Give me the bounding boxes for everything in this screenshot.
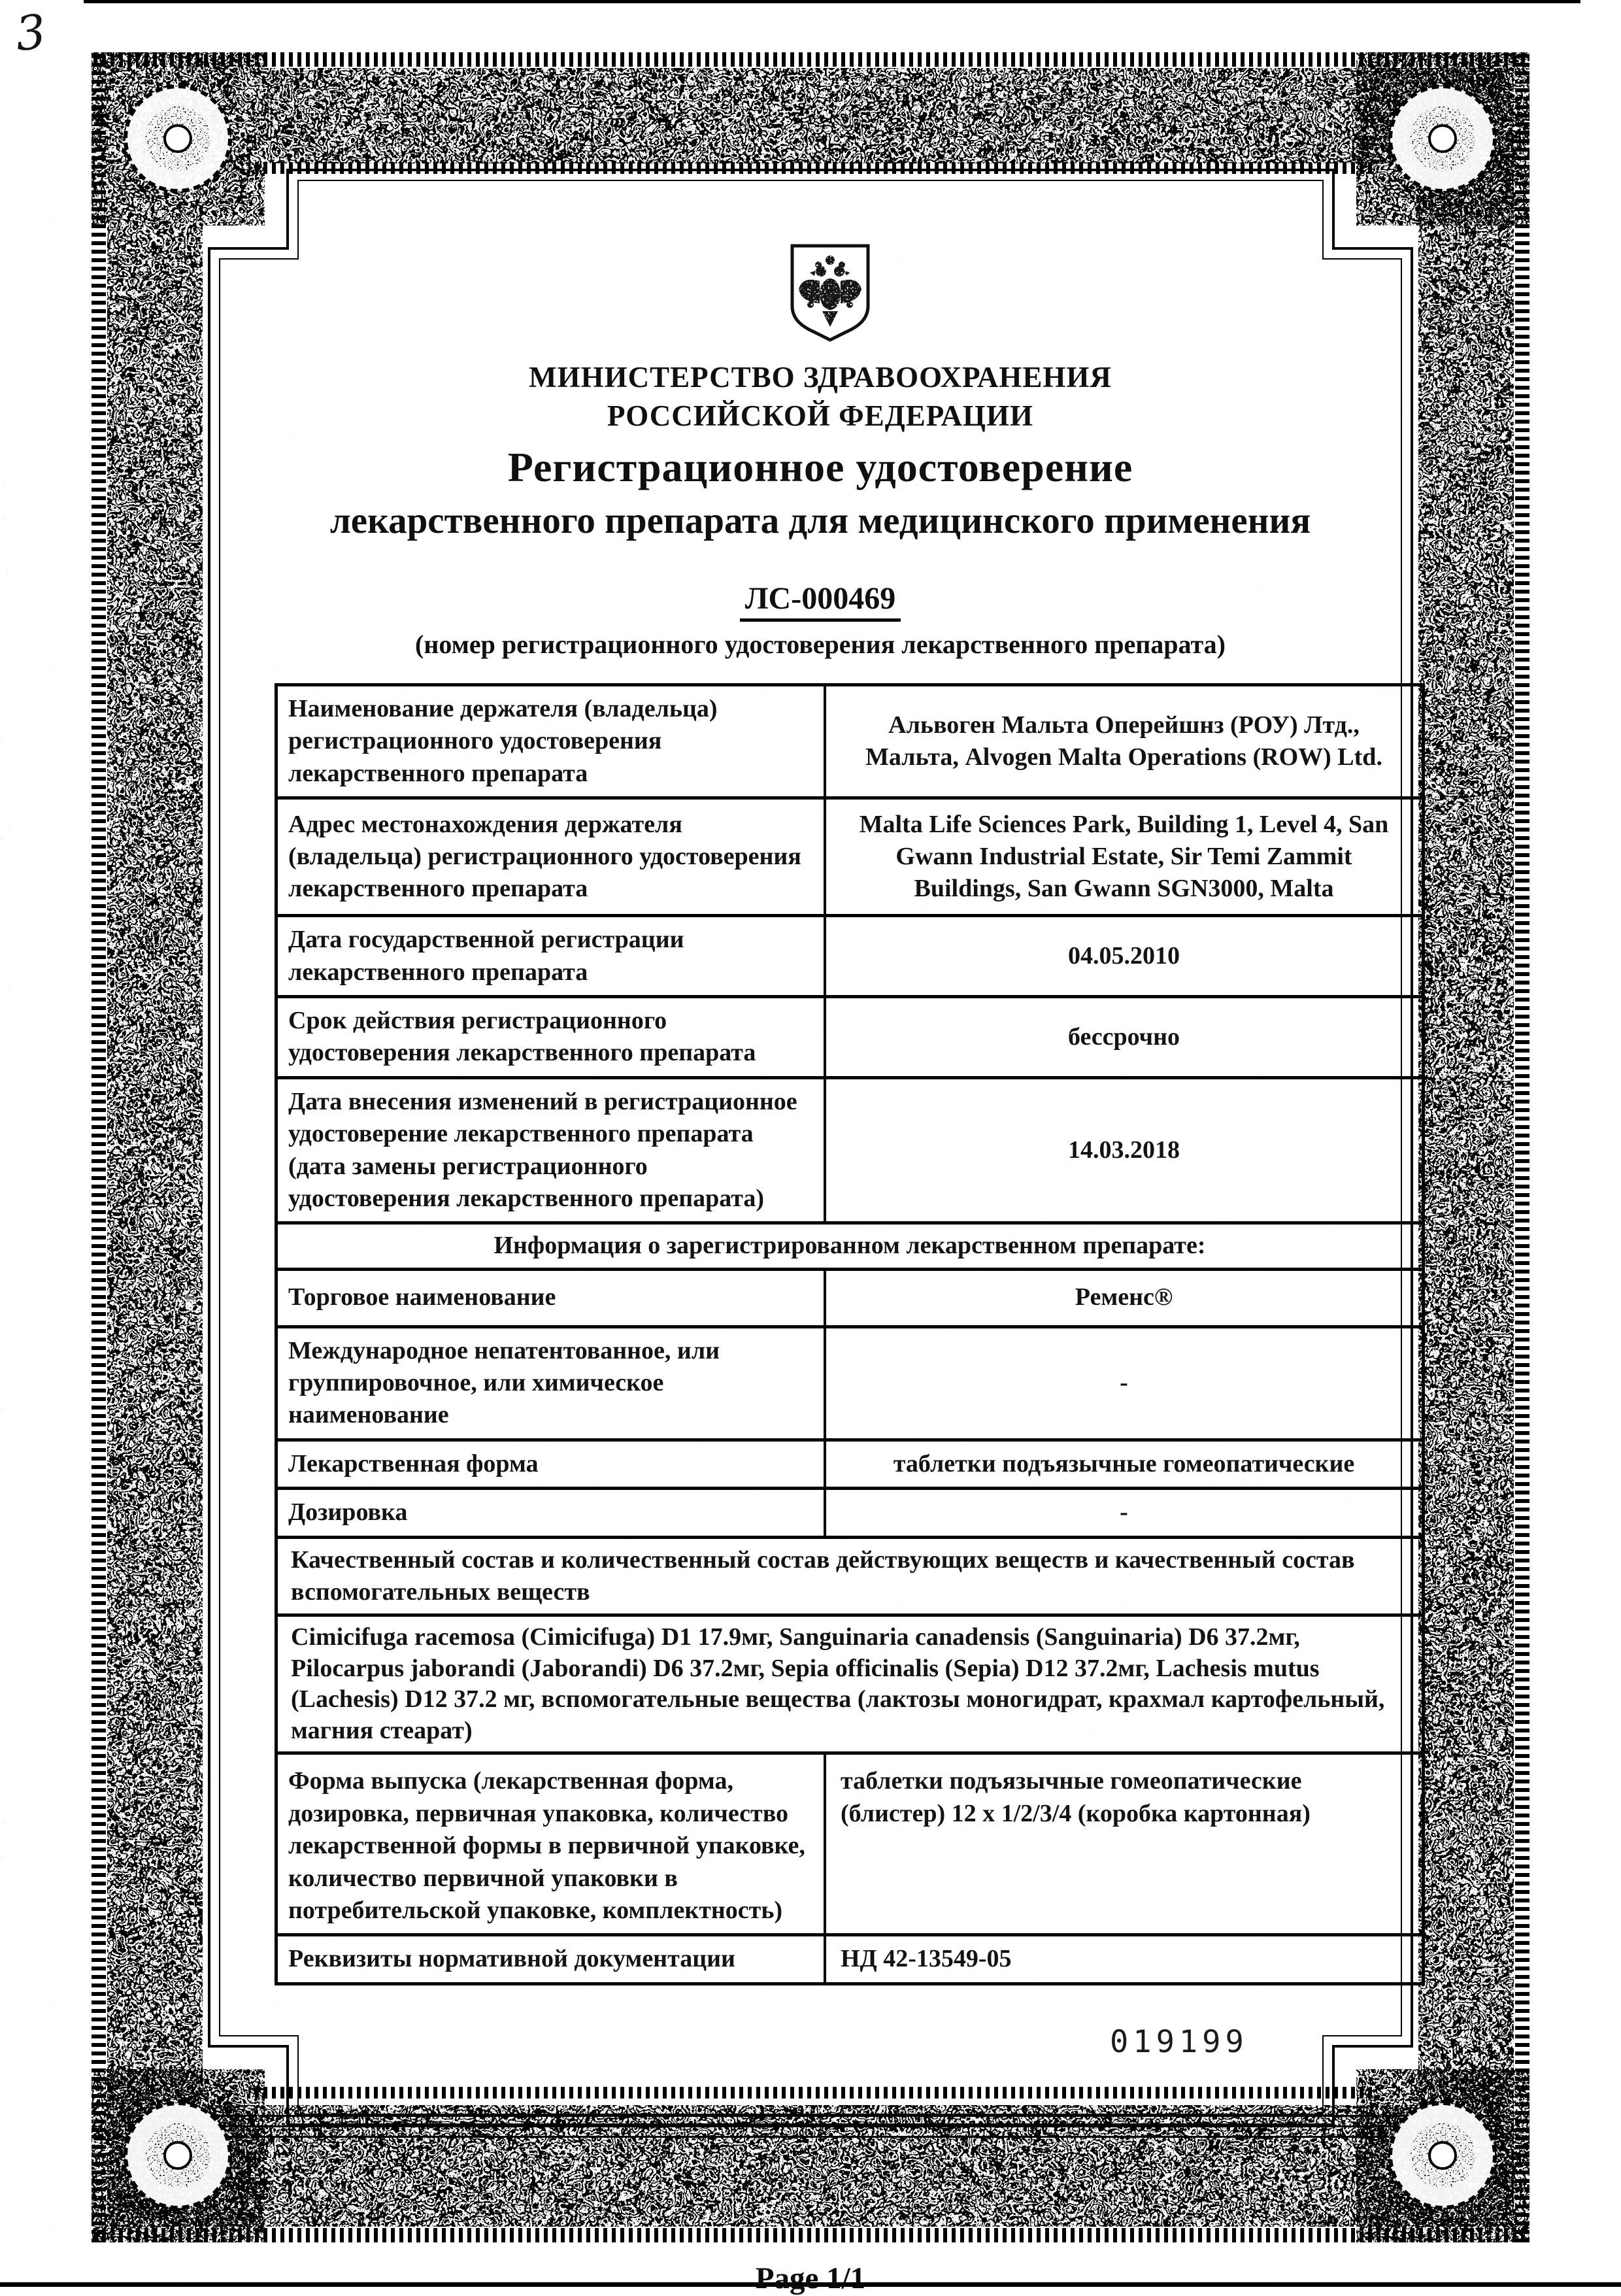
- registration-number: ЛС-000469: [242, 581, 1399, 616]
- table-row: [278, 1755, 1422, 1936]
- row-label-cell: Реквизиты нормативной документации: [278, 1936, 826, 1982]
- row-value-cell: Ременс®: [1075, 1283, 1173, 1311]
- section-header: Качественный состав и количественный состав действующих веществ и качественный состав вспомогательных веществ: [291, 1545, 1355, 1606]
- table-row: [278, 917, 1422, 998]
- russia-coat-of-arms-icon: [787, 241, 873, 344]
- table-text-row: [278, 1617, 1422, 1755]
- row-value-cell: таблетки подъязычные гомеопатические: [893, 1449, 1355, 1477]
- row-label-cell: Форма выпуска (лекарственная форма, дозировка, первичная упаковка, количество лекарственной формы в первичной упаковке, количество первичной упаковки в потребительской упаковке, комплектность): [278, 1755, 826, 1933]
- row-value-cell: Альвоген Мальта Оперейшнз (РОУ) Лтд., Мальта, Alvogen Malta Operations (ROW) Ltd.: [865, 711, 1382, 771]
- table-section-row: [278, 1539, 1422, 1617]
- row-value-cell: НД 42-13549-05: [841, 1945, 1012, 1973]
- ministry-line2: РОССИЙСКОЙ ФЕДЕРАЦИИ: [607, 399, 1033, 432]
- table-row: [278, 1442, 1422, 1490]
- table-row: [278, 998, 1422, 1079]
- composition-text: Cimicifuga racemosa (Cimicifuga) D1 17.9мг, Sanguinaria canadensis (Sanguinaria) D6 37.2мг, Pilocarpus jaborandi (Jaborandi) D6 37.2мг, Sepia officinalis (Sepia) D12 37.2мг, Lachesis mutus (Lachesis) D12 37.2 мг, вспомогательные вещества (лактозы моногидрат, крахмал картофельный, магния стеарат): [291, 1623, 1385, 1744]
- ministry-header: [242, 358, 1399, 435]
- section-header: Информация о зарегистрированном лекарственном препарате:: [493, 1232, 1206, 1260]
- table-row: [278, 1328, 1422, 1442]
- table-row: [278, 800, 1422, 917]
- row-value-cell: 04.05.2010: [1068, 941, 1180, 970]
- border-band-right: [1418, 68, 1514, 2227]
- table-row: [278, 1079, 1422, 1225]
- row-label-cell: Дозировка: [278, 1490, 826, 1535]
- row-value-cell: -: [1120, 1498, 1128, 1527]
- row-value-cell: 14.03.2018: [1068, 1136, 1180, 1164]
- row-value-cell: Malta Life Sciences Park, Building 1, Level 4, San Gwann Industrial Estate, Sir Temi Zammit Buildings, San Gwann SGN3000, Malta: [859, 810, 1389, 903]
- serial-number: 019199: [1110, 2024, 1248, 2060]
- row-label-cell: Торговое наименование: [278, 1271, 826, 1325]
- registration-table: [275, 683, 1425, 1985]
- border-band-bottom: [107, 2105, 1514, 2227]
- row-label-cell: Дата внесения изменений в регистрационное удостоверение лекарственного препарата (дата замены регистрационного удостоверения лекарственного препарата): [278, 1079, 826, 1222]
- border-band-top: [107, 68, 1514, 163]
- border-band-left: [107, 68, 203, 2227]
- row-label-cell: Адрес местонахождения держателя (владельца) регистрационного удостоверения лекарственного препарата: [278, 800, 826, 914]
- document-title-line2: лекарственного препарата для медицинского применения: [329, 500, 1311, 541]
- table-row: [278, 1271, 1422, 1328]
- table-section-row: [278, 1224, 1422, 1270]
- document-title: [196, 443, 1445, 542]
- row-label-cell: Наименование держателя (владельца) регистрационного удостоверения лекарственного препарата: [278, 686, 826, 796]
- row-label-cell: Международное непатентованное, или группировочное, или химическое наименование: [278, 1328, 826, 1438]
- row-label-cell: Лекарственная форма: [278, 1442, 826, 1487]
- page-footer: Page 1/1: [755, 2261, 866, 2295]
- table-row: [278, 1936, 1422, 1982]
- registration-number-caption: (номер регистрационного удостоверения лекарственного препарата): [415, 630, 1226, 659]
- row-value-cell: таблетки подъязычные гомеопатические (блистер) 12 х 1/2/3/4 (коробка картонная): [841, 1767, 1311, 1827]
- handwritten-page-number: 3: [12, 3, 49, 62]
- row-value-cell: бессрочно: [1067, 1022, 1180, 1051]
- row-label-cell: Срок действия регистрационного удостоверения лекарственного препарата: [278, 998, 826, 1076]
- scan-artifact-top-line: [84, 0, 1580, 3]
- table-row: [278, 686, 1422, 800]
- ministry-line1: МИНИСТЕРСТВО ЗДРАВООХРАНЕНИЯ: [529, 361, 1112, 394]
- row-value-cell: -: [1120, 1369, 1128, 1397]
- table-row: [278, 1490, 1422, 1538]
- document-title-line1: Регистрационное удостоверение: [507, 444, 1133, 490]
- row-label-cell: Дата государственной регистрации лекарственного препарата: [278, 917, 826, 995]
